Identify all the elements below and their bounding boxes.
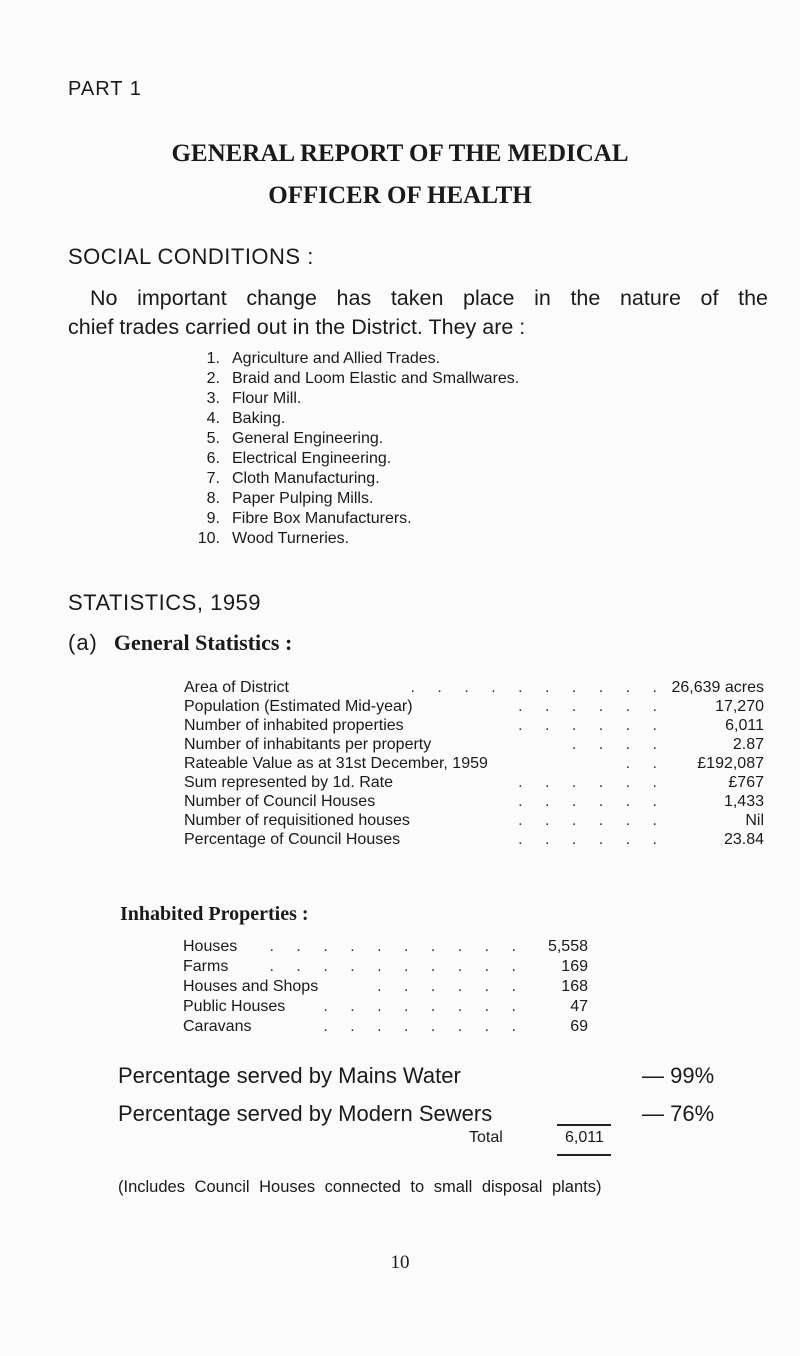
social-conditions-heading: SOCIAL CONDITIONS : bbox=[68, 244, 314, 269]
row-label: Sum represented by 1d. Rate bbox=[184, 774, 394, 791]
leader-dots: . . . . . . . . bbox=[323, 998, 525, 1015]
table-row bbox=[183, 937, 633, 957]
row-label: Number of Council Houses bbox=[184, 793, 376, 810]
table-row bbox=[184, 811, 784, 830]
table-row bbox=[184, 830, 784, 849]
total-rule-bottom bbox=[557, 1154, 611, 1156]
report-title-line-1: GENERAL REPORT OF THE MEDICAL bbox=[171, 140, 629, 167]
row-label: Population (Estimated Mid-year) bbox=[184, 698, 413, 715]
sewers-note: (Includes Council Houses connected to small disposal plants) bbox=[118, 1178, 602, 1196]
list-item: 2. Braid and Loom Elastic and Smallwares. bbox=[206, 370, 520, 387]
list-item: 3. Flour Mill. bbox=[206, 390, 302, 407]
table-row bbox=[184, 678, 784, 697]
row-value: £192,087 bbox=[697, 755, 764, 772]
row-label: Houses bbox=[183, 938, 238, 955]
table-row bbox=[184, 754, 784, 773]
row-value: 6,011 bbox=[725, 717, 764, 734]
row-value: £767 bbox=[728, 774, 764, 791]
general-statistics-heading bbox=[68, 630, 292, 656]
leader-dots: . . . . bbox=[571, 736, 666, 753]
leader-dots: . . . . . . bbox=[518, 717, 666, 734]
row-label: Number of inhabitants per property bbox=[184, 736, 432, 753]
list-item: 10. Wood Turneries. bbox=[197, 530, 350, 547]
row-label: Public Houses bbox=[183, 998, 286, 1015]
paragraph-line-1: No important change has taken place in the nature of the bbox=[90, 286, 768, 310]
leader-dots: . . . . . . bbox=[518, 774, 666, 791]
page-number: 10 bbox=[390, 1252, 410, 1273]
row-label: Farms bbox=[183, 958, 229, 975]
leader-dots: . . . . . . bbox=[518, 812, 666, 829]
list-item: 6. Electrical Engineering. bbox=[206, 450, 392, 467]
mains-water-value: — 99% bbox=[642, 1063, 715, 1088]
row-label: Caravans bbox=[183, 1018, 252, 1035]
part-label: PART 1 bbox=[68, 78, 142, 100]
list-item: 1. Agriculture and Allied Trades. bbox=[206, 350, 441, 367]
row-value: Nil bbox=[745, 812, 764, 829]
general-statistics-table bbox=[184, 678, 784, 849]
modern-sewers-value: — 76% bbox=[642, 1101, 715, 1126]
paragraph-line-2: chief trades carried out in the District. They are : bbox=[68, 315, 526, 339]
subsection-label: (a) bbox=[68, 630, 98, 655]
row-value: 17,270 bbox=[715, 698, 764, 715]
table-row bbox=[184, 716, 784, 735]
list-item: 7. Cloth Manufacturing. bbox=[206, 470, 380, 487]
modern-sewers-label: Percentage served by Modern Sewers bbox=[118, 1101, 493, 1126]
table-row bbox=[183, 977, 633, 997]
inhabited-properties-table bbox=[183, 937, 633, 1037]
row-value: 69 bbox=[570, 1018, 588, 1035]
leader-dots: . . . . . . bbox=[518, 793, 666, 810]
social-conditions-paragraph bbox=[68, 284, 768, 342]
row-value: 47 bbox=[570, 998, 588, 1015]
statistics-heading: STATISTICS, 1959 bbox=[68, 590, 262, 615]
trades-list bbox=[197, 349, 520, 549]
row-label: Area of District bbox=[184, 679, 289, 696]
list-item: 9. Fibre Box Manufacturers. bbox=[206, 510, 412, 527]
leader-dots: . . . . . . bbox=[518, 831, 666, 848]
report-title-line-2: OFFICER OF HEALTH bbox=[268, 182, 532, 209]
list-item: 8. Paper Pulping Mills. bbox=[206, 490, 374, 507]
total-label: Total bbox=[469, 1129, 503, 1146]
table-row bbox=[183, 1017, 633, 1037]
list-item: 5. General Engineering. bbox=[206, 430, 384, 447]
row-value: 1,433 bbox=[723, 793, 764, 810]
row-value: 169 bbox=[561, 958, 588, 975]
leader-dots: . . bbox=[625, 755, 666, 772]
leader-dots: . . . . . . bbox=[518, 698, 666, 715]
inhabited-properties-heading: Inhabited Properties : bbox=[120, 903, 309, 925]
table-row bbox=[183, 957, 633, 977]
row-value: 23.84 bbox=[723, 831, 764, 848]
row-value: 2.87 bbox=[732, 736, 764, 753]
total-rule-top bbox=[557, 1124, 611, 1126]
list-item: 4. Baking. bbox=[206, 410, 286, 427]
row-label: Number of requisitioned houses bbox=[184, 812, 410, 829]
total-value: 6,011 bbox=[565, 1129, 604, 1146]
table-row bbox=[183, 997, 633, 1017]
leader-dots: . . . . . . . . . . bbox=[410, 679, 666, 696]
subsection-title: General Statistics : bbox=[113, 630, 293, 655]
table-row bbox=[184, 697, 784, 716]
leader-dots: . . . . . . . . bbox=[323, 1018, 525, 1035]
table-row bbox=[184, 735, 784, 754]
row-label: Houses and Shops bbox=[183, 978, 319, 995]
table-row bbox=[184, 773, 784, 792]
leader-dots: . . . . . . . . . . bbox=[269, 958, 525, 975]
row-label: Rateable Value as at 31st December, 1959 bbox=[184, 755, 488, 772]
leader-dots: . . . . . . bbox=[377, 978, 525, 995]
row-value: 168 bbox=[561, 978, 588, 995]
row-label: Number of inhabited properties bbox=[184, 717, 404, 734]
leader-dots: . . . . . . . . . . bbox=[269, 938, 525, 955]
table-row bbox=[184, 792, 784, 811]
row-value: 5,558 bbox=[547, 938, 588, 955]
mains-water-label: Percentage served by Mains Water bbox=[118, 1063, 461, 1088]
row-value: 26,639 acres bbox=[671, 679, 764, 696]
row-label: Percentage of Council Houses bbox=[184, 831, 401, 848]
